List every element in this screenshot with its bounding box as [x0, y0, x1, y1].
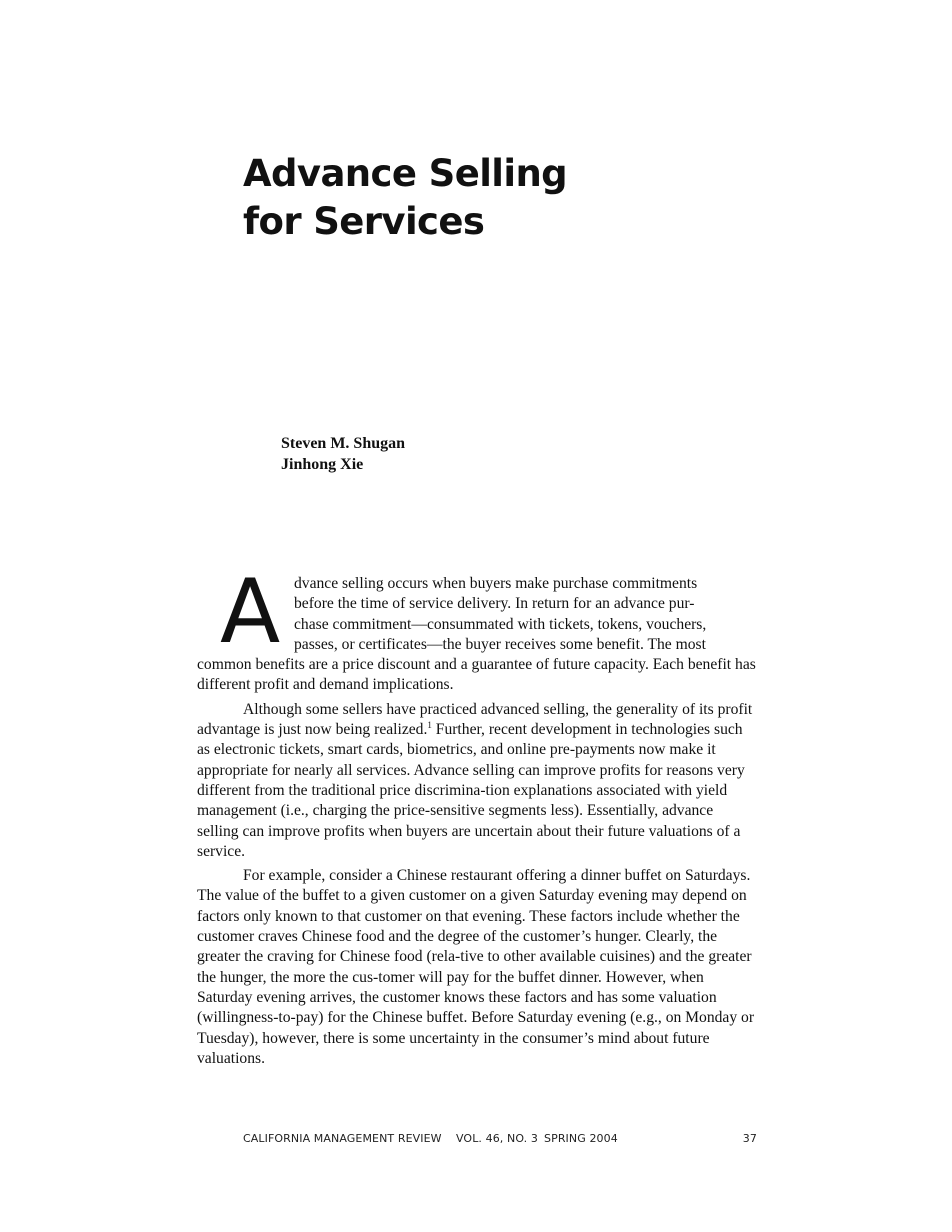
title-line-2: for Services	[243, 200, 485, 243]
paragraph-2	[197, 700, 757, 862]
paragraph-1	[197, 574, 757, 696]
page-number: 37	[742, 1132, 757, 1145]
title-line-1: Advance Selling	[243, 152, 568, 195]
paragraph-1-rest: common benefits are a price discount and a guarantee of future capacity. Each benefit has different profit and demand implications.	[197, 656, 756, 694]
author-name: Steven M. Shugan	[281, 435, 406, 452]
journal-season: SPRING 2004	[544, 1132, 618, 1145]
journal-volume: VOL. 46, NO. 3	[456, 1132, 538, 1145]
paragraph-1-line: dvance selling occurs when buyers make purchase commitments	[294, 575, 698, 592]
paragraph-2-text-b: Further, recent development in technologies such as electronic tickets, smart cards, biometrics, and online pre-payments now make it appropriate for nearly all services. Advance selling can improve profits for reasons very different from the traditional price discrimina-tion explanations associated with yield management (i.e., charging the price-sensitive segments less). Essentially, advance selling can improve profits when buyers are uncertain about their future valuations of a service.	[197, 721, 745, 860]
paragraph-1-line: passes, or certificates—the buyer receives some benefit. The most	[294, 635, 706, 653]
article-body	[197, 574, 757, 1073]
author-list	[281, 433, 405, 475]
journal-name: CALIFORNIA MANAGEMENT REVIEW	[243, 1132, 442, 1145]
paragraph-1-line: chase commitment—consummated with tickets, tokens, vouchers,	[294, 615, 707, 633]
paragraph-1-line: before the time of service delivery. In return for an advance pur-	[294, 595, 695, 613]
author-name: Jinhong Xie	[281, 456, 364, 473]
paragraph-3: For example, consider a Chinese restaurant offering a dinner buffet on Saturdays. The value of the buffet to a given customer on a given Saturday evening may depend on factors only known to that customer on that evening. These factors include whether the customer craves Chinese food and the degree of the customer’s hunger. Clearly, the greater the craving for Chinese food (rela-tive to other available cuisines) and the greater the hunger, the more the cus-tomer will pay for the buffet dinner. However, when Saturday evening arrives, the customer knows these factors and has some valuation (willingness-to-pay) for the Chinese buffet. Before Saturday evening (e.g., on Monday or Tuesday), however, there is some uncertainty in the consumer’s mind about future valuations.	[197, 867, 755, 1067]
drop-cap: A	[220, 560, 281, 663]
footnote-ref-1[interactable]: 1	[427, 719, 432, 730]
paragraph-2-text-a: Although some sellers have practiced advanced selling, the generality of its profit advantage is just now being realized.	[197, 700, 753, 739]
article-title	[243, 150, 567, 246]
